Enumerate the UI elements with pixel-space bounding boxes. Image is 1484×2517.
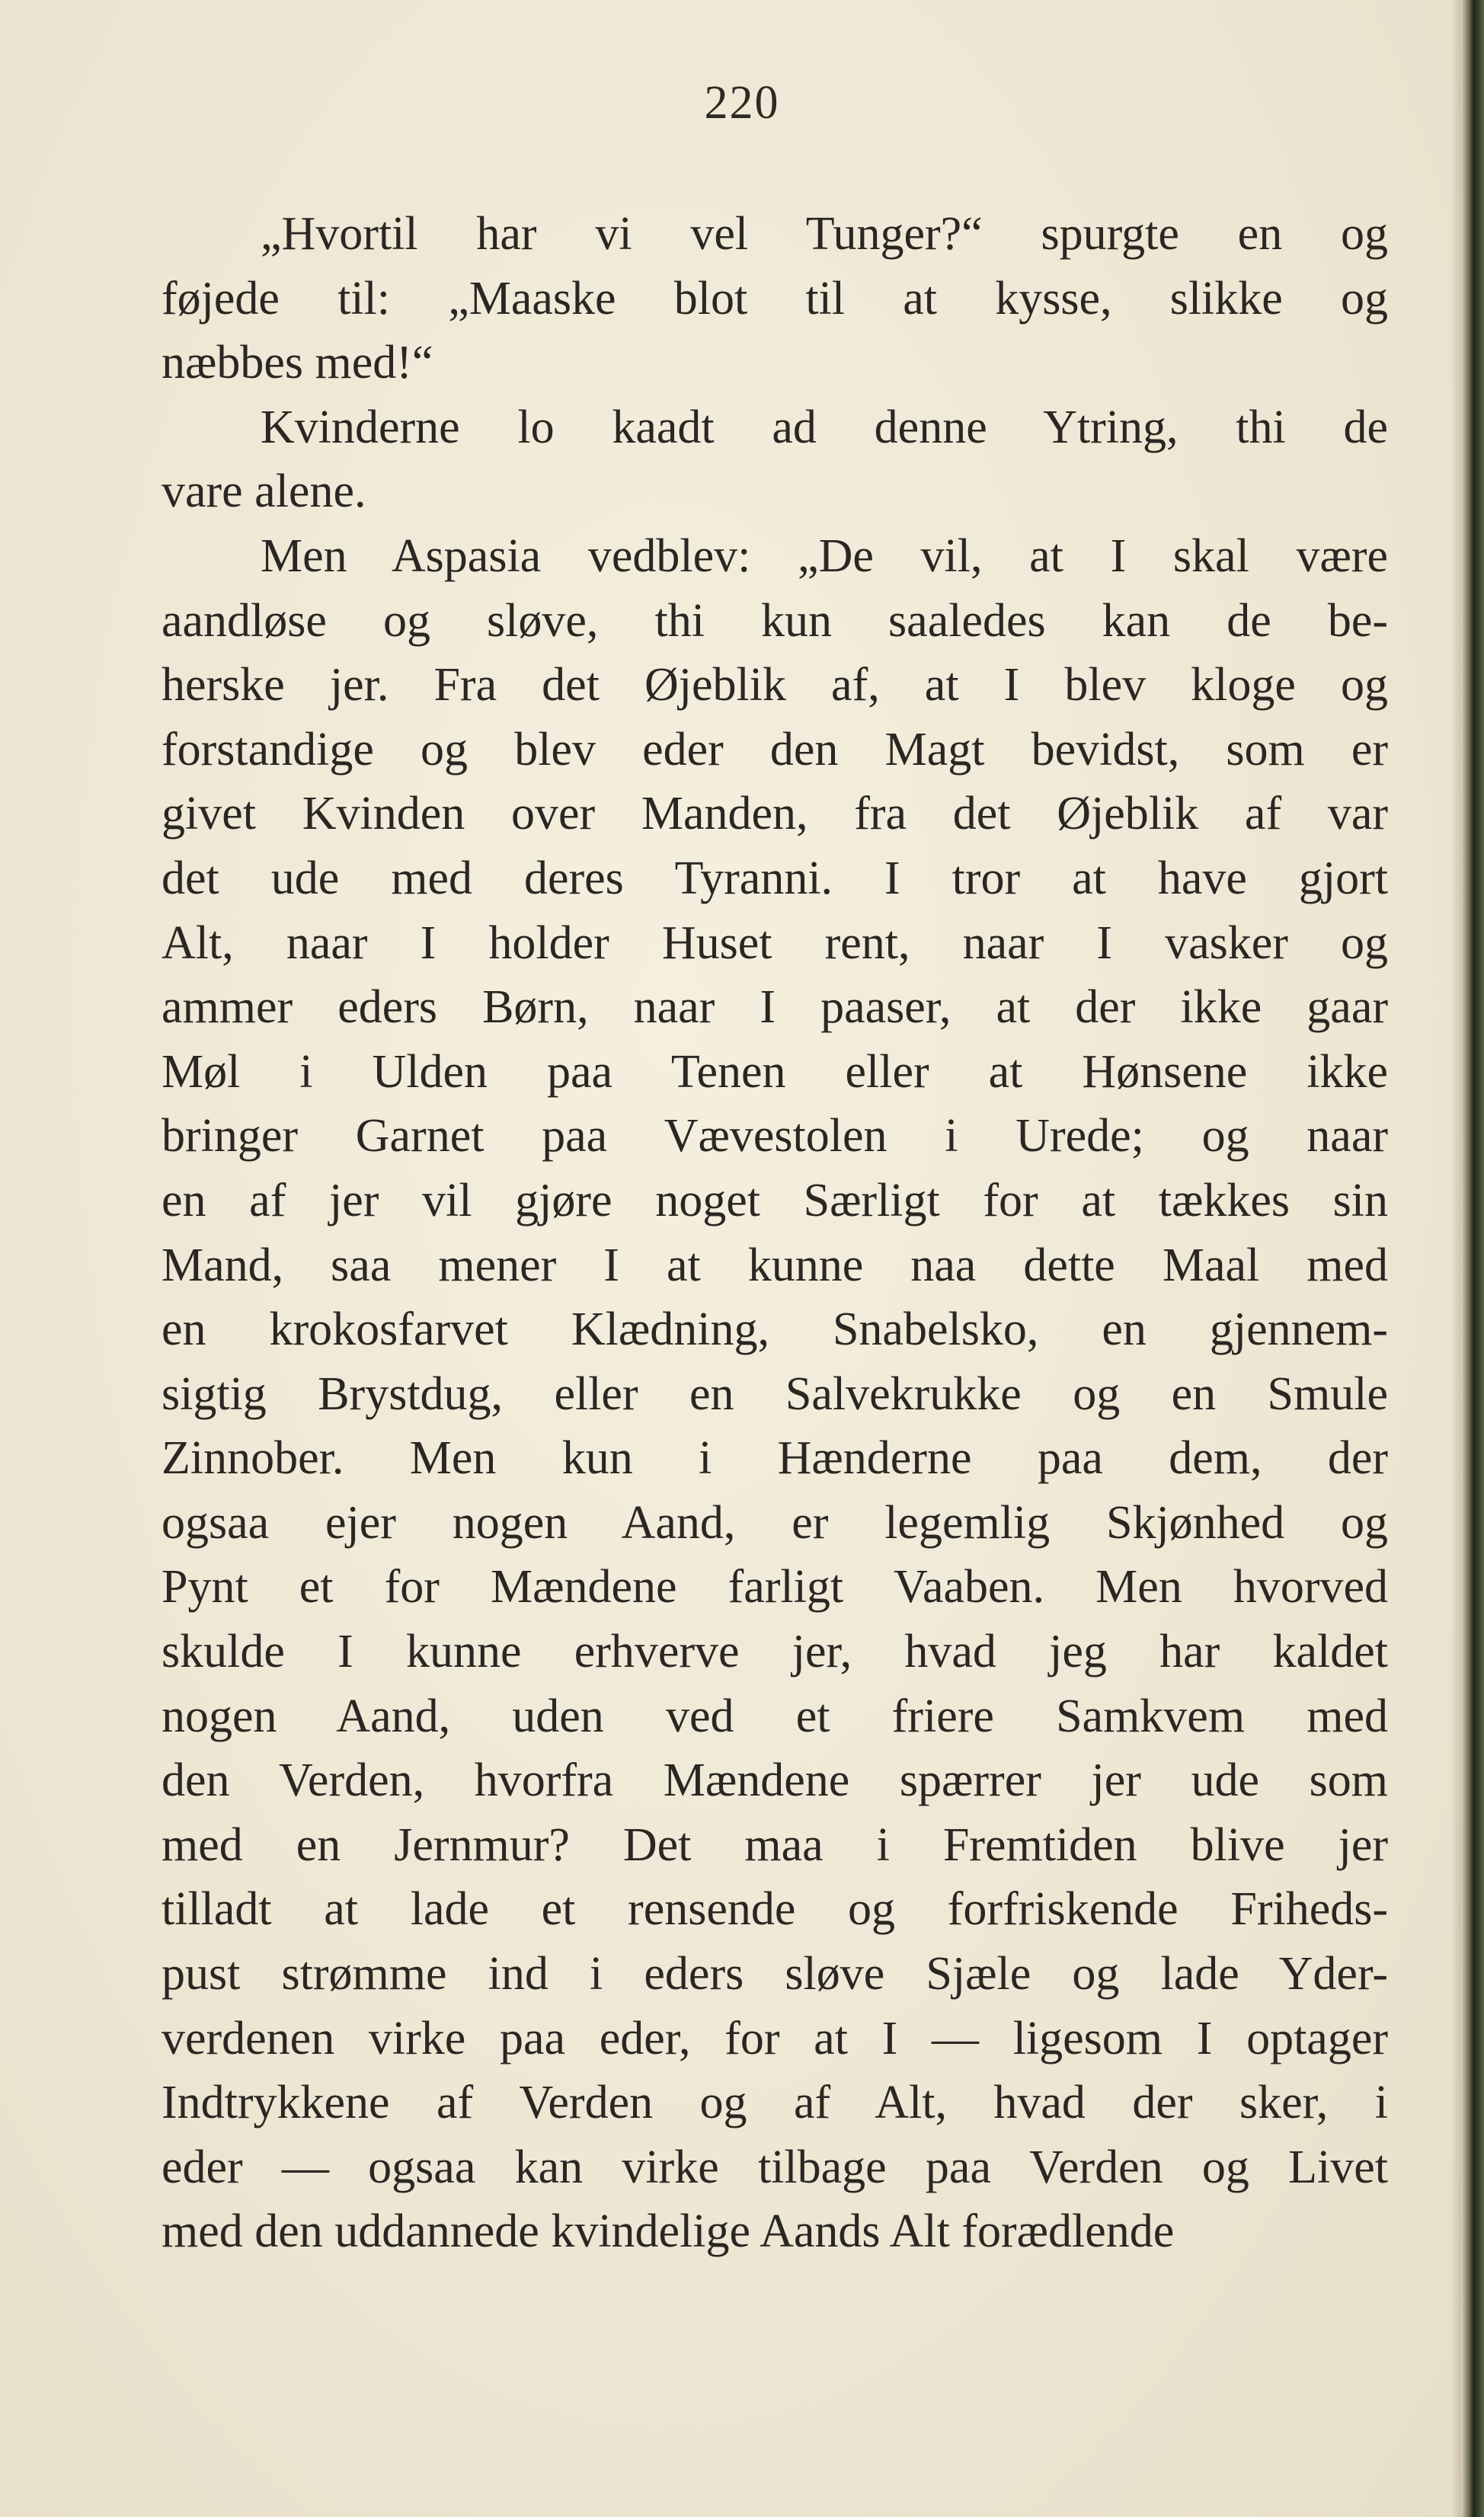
text-line: en af jer vil gjøre noget Særligt for at tækkes sin (162, 1174, 1388, 1227)
text-line: Kvinderne lo kaadt ad denne Ytring, thi de (261, 401, 1388, 453)
text-line: med en Jernmur? Det maa i Fremtiden blive jer (162, 1818, 1388, 1871)
text-line: føjede til: „Maaske blot til at kysse, slikke og (162, 272, 1388, 325)
text-line: Men Aspasia vedblev: „De vil, at I skal være (261, 529, 1388, 582)
text-line: ammer eders Børn, naar I paaser, at der ikke gaar (162, 981, 1388, 1034)
body-text (162, 202, 1388, 2264)
page-number: 220 (704, 77, 780, 129)
text-line: Pynt et for Mændene farligt Vaaben. Men hvorved (162, 1561, 1388, 1614)
text-line: bringer Garnet paa Vævestolen i Urede; og naar (162, 1110, 1388, 1163)
text-line: næbbes med!“ (162, 337, 433, 389)
text-line: Zinnober. Men kun i Hænderne paa dem, der (162, 1432, 1388, 1485)
text-line: Alt, naar I holder Huset rent, naar I vasker og (162, 916, 1388, 969)
text-line: det ude med deres Tyranni. I tror at have gjort (162, 852, 1388, 904)
text-line: vare alene. (162, 465, 366, 518)
text-line: herske jer. Fra det Øjeblik af, at I blev kloge og (162, 659, 1388, 712)
page-gutter-shadow (1450, 0, 1461, 2517)
text-line: aandløse og sløve, thi kun saaledes kan de be- (162, 594, 1388, 647)
text-line: pust strømme ind i eders sløve Sjæle og lade Yder- (162, 1948, 1388, 2000)
text-line: verdenen virke paa eder, for at I — ligesom I optager (162, 2012, 1388, 2064)
text-line: tilladt at lade et rensende og forfriskende Friheds- (162, 1883, 1388, 1936)
text-line: en krokosfarvet Klædning, Snabelsko, en gjennem- (162, 1303, 1388, 1356)
text-line: sigtig Brystdug, eller en Salvekrukke og en Smule (162, 1367, 1388, 1420)
text-line: eder — ogsaa kan virke tilbage paa Verden og Livet (162, 2141, 1388, 2193)
text-line: den Verden, hvorfra Mændene spærrer jer ude som (162, 1754, 1388, 1807)
text-line: nogen Aand, uden ved et friere Samkvem med (162, 1690, 1388, 1742)
book-spine (1461, 0, 1484, 2517)
text-line: med den uddannede kvindelige Aands Alt forædlende (162, 2205, 1175, 2258)
text-line: ogsaa ejer nogen Aand, er legemlig Skjønhed og (162, 1496, 1388, 1549)
text-line: givet Kvinden over Manden, fra det Øjeblik af var (162, 788, 1388, 840)
text-line: forstandige og blev eder den Magt bevidst, som er (162, 723, 1388, 776)
text-line: Indtrykkene af Verden og af Alt, hvad der sker, i (162, 2077, 1388, 2129)
text-line: skulde I kunne erhverve jer, hvad jeg har kaldet (162, 1626, 1388, 1678)
text-line: „Hvortil har vi vel Tunger?“ spurgte en og (261, 208, 1388, 260)
text-line: Mand, saa mener I at kunne naa dette Maal med (162, 1239, 1388, 1291)
text-line: Møl i Ulden paa Tenen eller at Hønsene ikke (162, 1045, 1388, 1098)
